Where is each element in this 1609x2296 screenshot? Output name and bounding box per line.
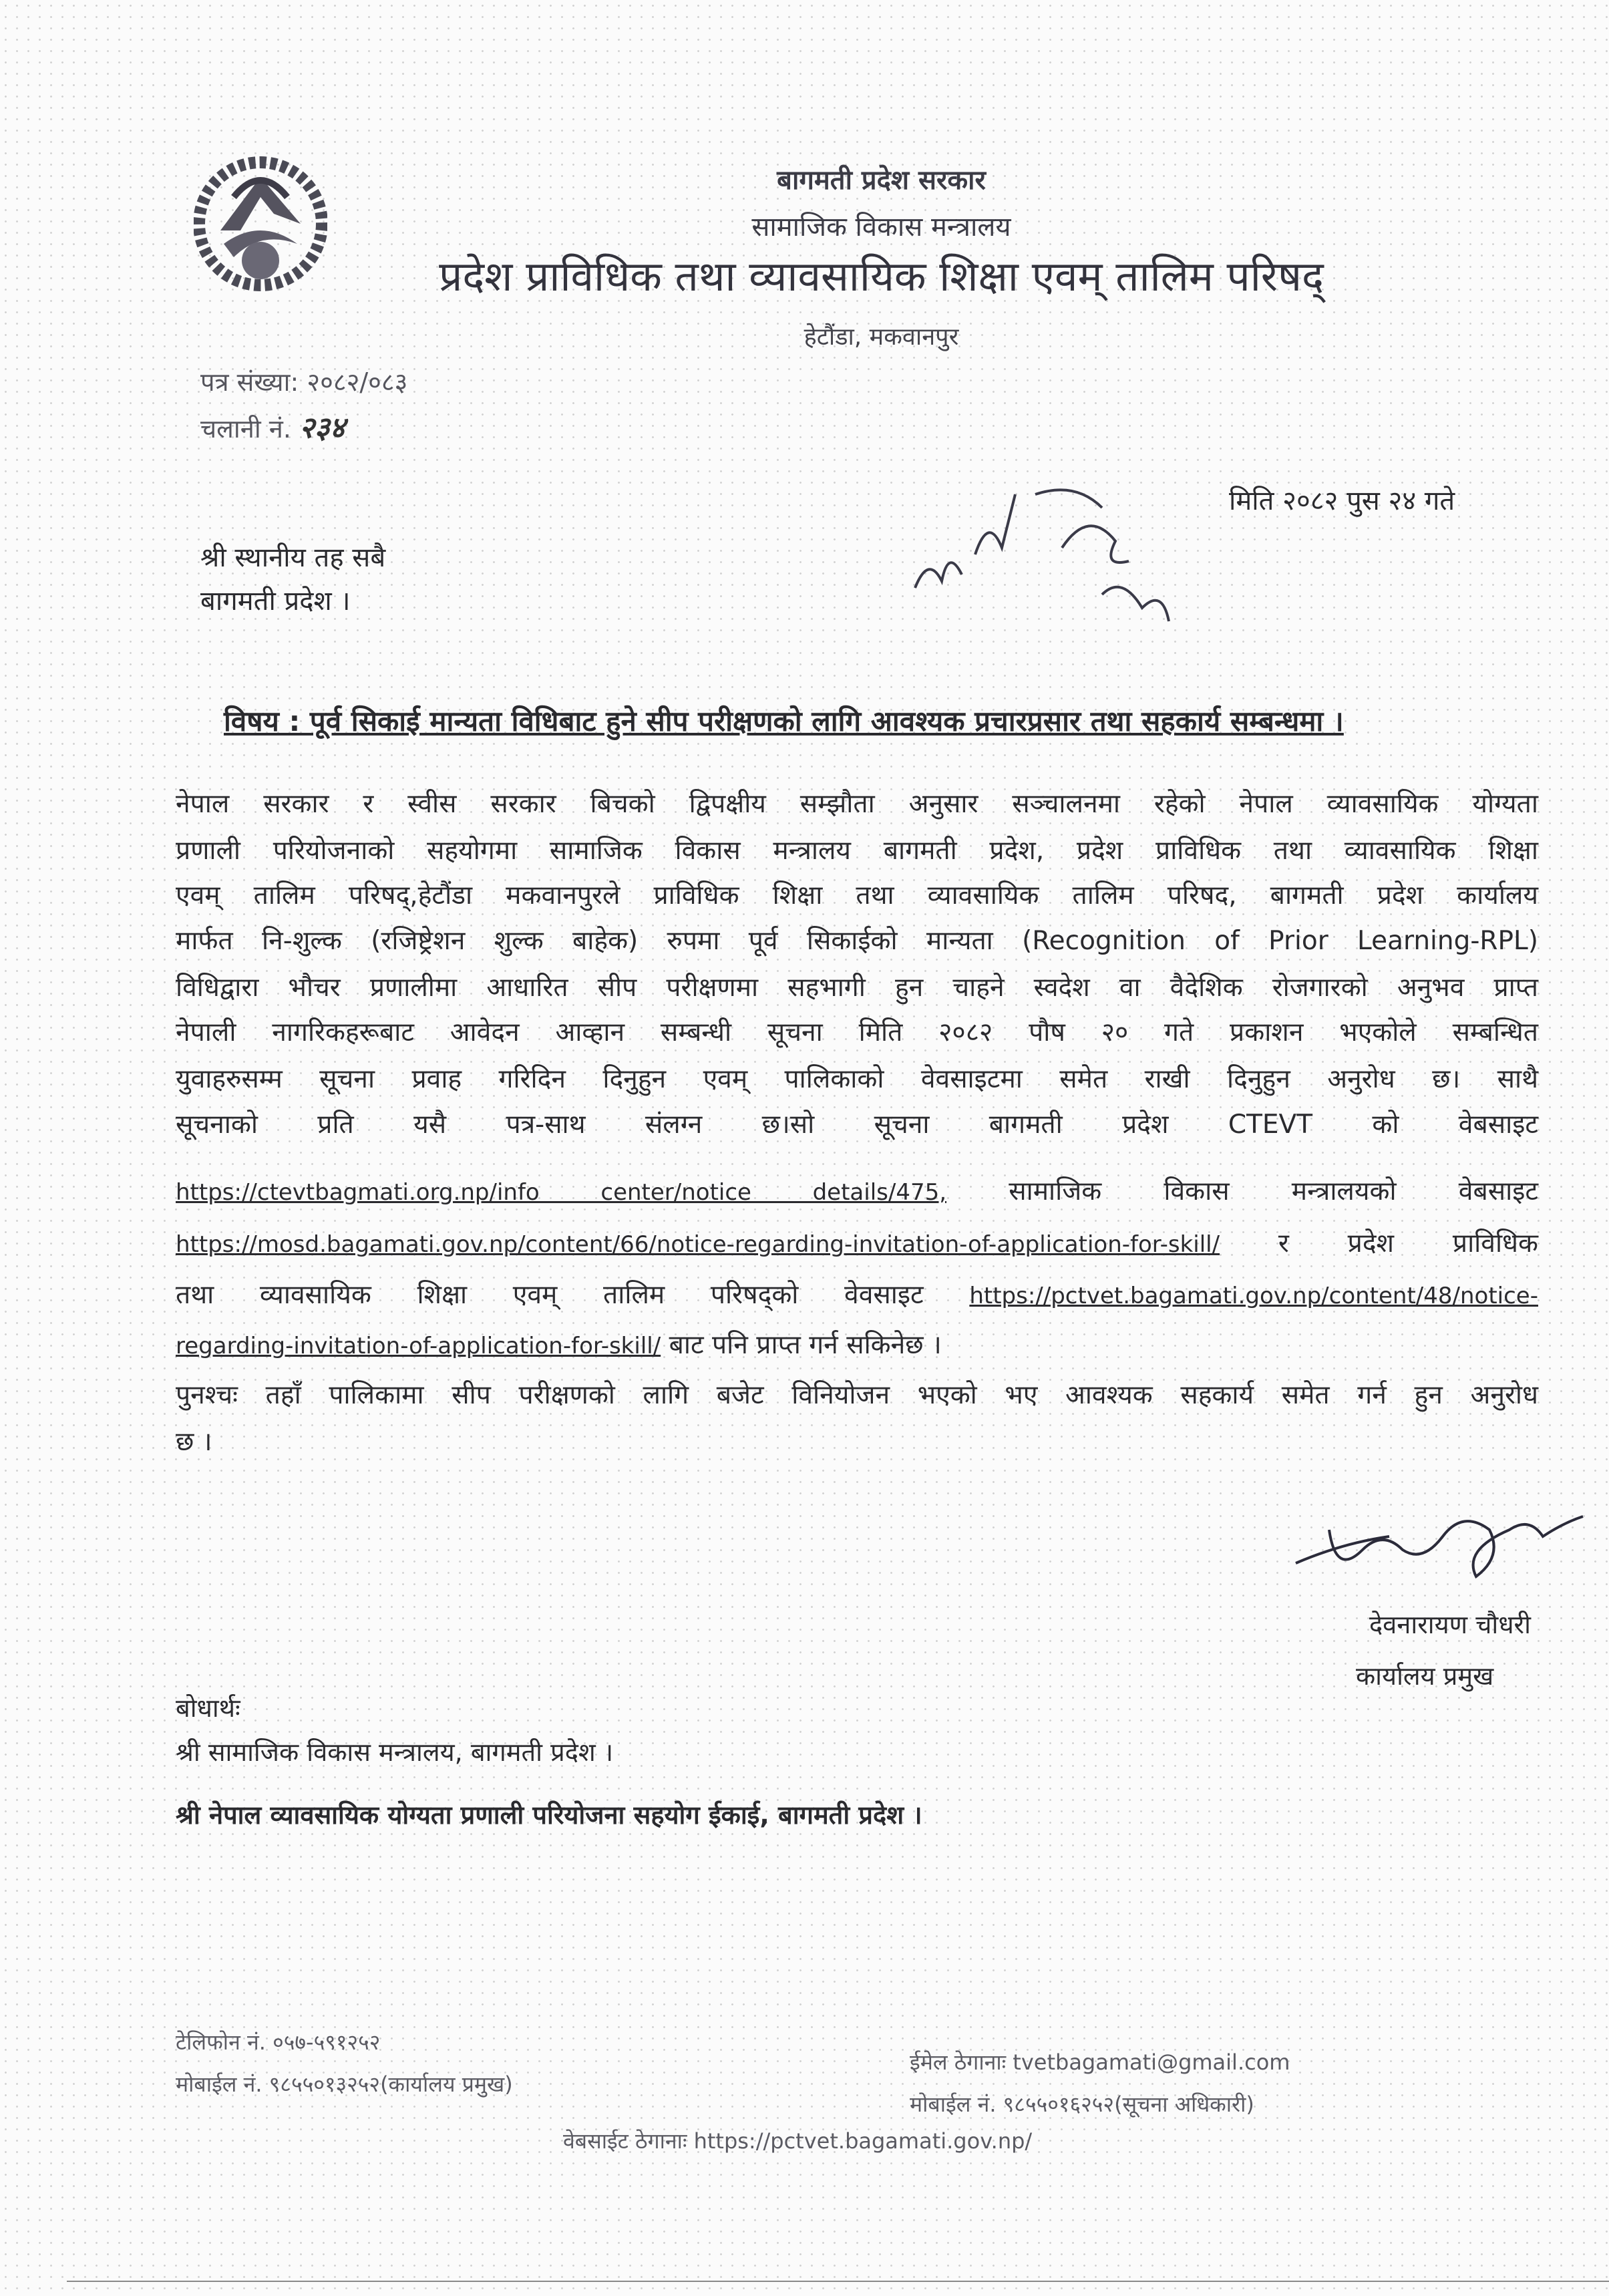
dispatch-number <box>200 406 345 446</box>
council-name: प्रदेश प्राविधिक तथा व्यावसायिक शिक्षा एवम् तालिम परिषद् <box>439 252 1324 301</box>
body-text: प्रणाली परियोजनाको सहयोगमा सामाजिक विकास मन्त्रालय बागमती प्रदेश, प्रदेश प्राविधिक तथा व्यावसायिक शिक्षा <box>176 836 1538 866</box>
website-link[interactable]: regarding-invitation-of-application-for-skill/ <box>176 1333 661 1359</box>
body-text: छ । <box>176 1427 212 1457</box>
body-line <box>176 1423 1538 1458</box>
website-link[interactable]: https://ctevtbagmati.org.np/info center/notice details/475, <box>176 1179 947 1206</box>
body-line <box>176 1224 1538 1260</box>
body-text: सूचनाको प्रति यसै पत्र-साथ संलग्न छ।सो सूचना बागमती प्रदेश CTEVT को वेबसाइट <box>176 1110 1538 1140</box>
body-line <box>176 1376 1538 1412</box>
body-line <box>176 1106 1538 1141</box>
body-line <box>176 1172 1538 1208</box>
body-line <box>176 832 1538 867</box>
body-text: सामाजिक विकास मन्त्रालयको वेबसाइट <box>946 1176 1538 1206</box>
footer-website: वेबसाईट ठेगानाः https://pctvet.bagamati.gov.np/ <box>563 2128 1033 2154</box>
letter-number: पत्र संख्या: २०८२/०८३ <box>200 367 408 397</box>
body-line <box>176 785 1538 820</box>
body-text: एवम् तालिम परिषद्,हेटौंडा मकवानपुरले प्राविधिक शिक्षा तथा व्यावसायिक तालिम परिषद, बागमती प्रदेश कार्यालय <box>176 880 1538 911</box>
body-line <box>176 1013 1538 1049</box>
dispatch-number-label: चलानी नं. <box>200 414 291 444</box>
signature <box>1289 1490 1603 1597</box>
addressee-line-1: श्री स्थानीय तह सबै <box>200 542 386 573</box>
body-text: र प्रदेश प्राविधिक <box>1220 1228 1538 1259</box>
website-link[interactable]: https://mosd.bagamati.gov.np/content/66/notice-regarding-invitation-of-application-for-skill/ <box>176 1231 1220 1258</box>
cc-item: श्री नेपाल व्यावसायिक योग्यता प्रणाली परियोजना सहयोग ईकाई, बागमती प्रदेश । <box>176 1800 922 1830</box>
footer-email: ईमेल ठेगानाः tvetbagamati@gmail.com <box>910 2049 1290 2075</box>
government-name: बागमती प्रदेश सरकार <box>777 165 986 196</box>
signatory-title: कार्यालय प्रमुख <box>1356 1661 1494 1691</box>
body-line <box>176 1326 1538 1361</box>
footer-mobile-info: मोबाईल नं. ९८५५०१६२५२(सूचना अधिकारी) <box>910 2092 1254 2117</box>
body-text: पुनश्चः तहाँ पालिकामा सीप परीक्षणको लागि बजेट विनियोजन भएको भए आवश्यक सहकार्य समेत गर्न हुन अनुरोध <box>176 1380 1538 1410</box>
body-text: युवाहरुसम्म सूचना प्रवाह गरिदिन दिनुहुन एवम् पालिकाको वेवसाइटमा समेत राखी दिनुहुन अनुरोध छ। साथै <box>176 1064 1538 1094</box>
body-line <box>176 1060 1538 1096</box>
body-text: बाट पनि प्राप्त गर्न सकिनेछ । <box>661 1330 942 1360</box>
addressee-line-2: बागमती प्रदेश । <box>200 586 351 617</box>
ministry-name: सामाजिक विकास मन्त्रालय <box>751 212 1011 242</box>
footer-mobile-head: मोबाईल नं. ९८५५०१३२५२(कार्यालय प्रमुख) <box>176 2072 513 2097</box>
body-text: तथा व्यावसायिक शिक्षा एवम् तालिम परिषद्को वेवसाइट <box>176 1280 970 1310</box>
letter-subject: विषय : पूर्व सिकाई मान्यता विधिबाट हुने सीप परीक्षणको लागि आवश्यक प्रचारप्रसार तथा सहकार्य सम्बन्धमा । <box>224 705 1344 737</box>
dispatch-number-value: २३४ <box>299 411 345 445</box>
bottom-rule <box>67 2281 1609 2282</box>
handwritten-initials <box>902 454 1189 635</box>
body-line <box>176 1276 1538 1311</box>
footer-telephone: टेलिफोन नं. ०५७-५९१२५२ <box>176 2029 381 2055</box>
body-text: नेपाली नागरिकहरूबाट आवेदन आव्हान सम्बन्धी सूचना मिति २०८२ पौष २० गते प्रकाशन भएकोले सम्बन्धित <box>176 1017 1538 1047</box>
body-text: विधिद्वारा भौचर प्रणालीमा आधारित सीप परीक्षणमा सहभागी हुन चाहने स्वदेश वा वैदेशिक रोजगारको अनुभव प्राप्त <box>176 973 1538 1003</box>
letter-date: मिति २०८२ पुस २४ गते <box>1229 486 1455 516</box>
website-link[interactable]: https://pctvet.bagamati.gov.np/content/48/notice- <box>969 1283 1538 1309</box>
body-text: नेपाल सरकार र स्वीस सरकार बिचको द्विपक्षीय सम्झौता अनुसार सञ्चालनमा रहेको नेपाल व्यावसायिक योग्यता <box>176 789 1538 819</box>
body-line <box>176 876 1538 912</box>
body-text: मार्फत नि-शुल्क (रजिष्ट्रेशन शुल्क बाहेक) रुपमा पूर्व सिकाईको मान्यता (Recognition of Prior Learning-RPL) <box>176 926 1538 956</box>
body-line <box>176 922 1538 957</box>
body-line <box>176 969 1538 1004</box>
cc-item: श्री सामाजिक विकास मन्त्रालय, बागमती प्रदेश । <box>176 1738 614 1767</box>
office-location: हेटौंडा, मकवानपुर <box>803 323 959 351</box>
signatory-name: देवनारायण चौधरी <box>1369 1610 1531 1639</box>
cc-label: बोधार्थः <box>176 1693 240 1723</box>
